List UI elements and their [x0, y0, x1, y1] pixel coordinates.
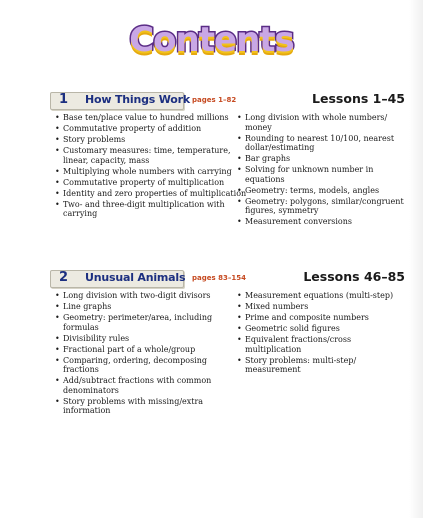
section-2-right-list — [236, 291, 408, 376]
list-item: • Measurement conversions — [236, 217, 404, 227]
list-item: • Add/subtract fractions with common denominators — [54, 376, 234, 395]
page-title: Contents — [129, 20, 294, 60]
list-item: • Rounding to nearest 10/100, nearest dollar/estimating — [236, 134, 404, 153]
list-item: • Story problems — [54, 135, 249, 145]
list-item: • Bar graphs — [236, 154, 404, 164]
section-2-header[interactable] — [50, 270, 184, 288]
section-1-right-list — [236, 113, 404, 228]
title-container — [0, 20, 423, 60]
list-item: • Measurement equations (multi-step) — [236, 291, 408, 301]
list-item: • Identity and zero properties of multiplication — [54, 189, 249, 199]
section-1-lessons: Lessons 1–45 — [312, 91, 405, 106]
list-item: • Line graphs — [54, 302, 234, 312]
page-edge-shadow — [409, 0, 423, 518]
list-item: • Commutative property of multiplication — [54, 178, 249, 188]
section-1-left-list — [54, 113, 249, 220]
list-item: • Geometry: terms, models, angles — [236, 186, 404, 196]
list-item: • Mixed numbers — [236, 302, 408, 312]
list-item: • Geometric solid figures — [236, 324, 408, 334]
section-1-header[interactable] — [50, 92, 190, 110]
section-1-pages: pages 1–82 — [192, 96, 237, 104]
section-2-number: 2 — [59, 270, 69, 285]
list-item: • Long division with two-digit divisors — [54, 291, 234, 301]
list-item: • Divisibility rules — [54, 334, 234, 344]
list-item: • Story problems: multi-step/ measurement — [236, 356, 408, 375]
list-item: • Base ten/place value to hundred millions — [54, 113, 249, 123]
list-item: • Geometry: perimeter/area, including formulas — [54, 313, 234, 332]
list-item: • Equivalent fractions/cross multiplication — [236, 335, 408, 354]
section-1-title: How Things Work — [85, 93, 190, 106]
list-item: • Geometry: polygons, similar/congruent figures, symmetry — [236, 197, 404, 216]
list-item: • Solving for unknown number in equations — [236, 165, 404, 184]
list-item: • Prime and composite numbers — [236, 313, 408, 323]
list-item: • Commutative property of addition — [54, 124, 249, 134]
section-2-pages: pages 83–154 — [192, 274, 246, 282]
section-2-title: Unusual Animals — [85, 271, 186, 284]
section-2-lessons: Lessons 46–85 — [303, 269, 405, 284]
list-item: • Long division with whole numbers/ money — [236, 113, 404, 132]
list-item: • Comparing, ordering, decomposing fractions — [54, 356, 234, 375]
list-item: • Two- and three-digit multiplication with carrying — [54, 200, 249, 219]
list-item: • Fractional part of a whole/group — [54, 345, 234, 355]
list-item: • Customary measures: time, temperature, linear, capacity, mass — [54, 146, 249, 165]
list-item: • Multiplying whole numbers with carrying — [54, 167, 249, 177]
list-item: • Story problems with missing/extra information — [54, 397, 234, 416]
section-2-left-list — [54, 291, 234, 417]
section-1-number: 1 — [59, 92, 69, 107]
